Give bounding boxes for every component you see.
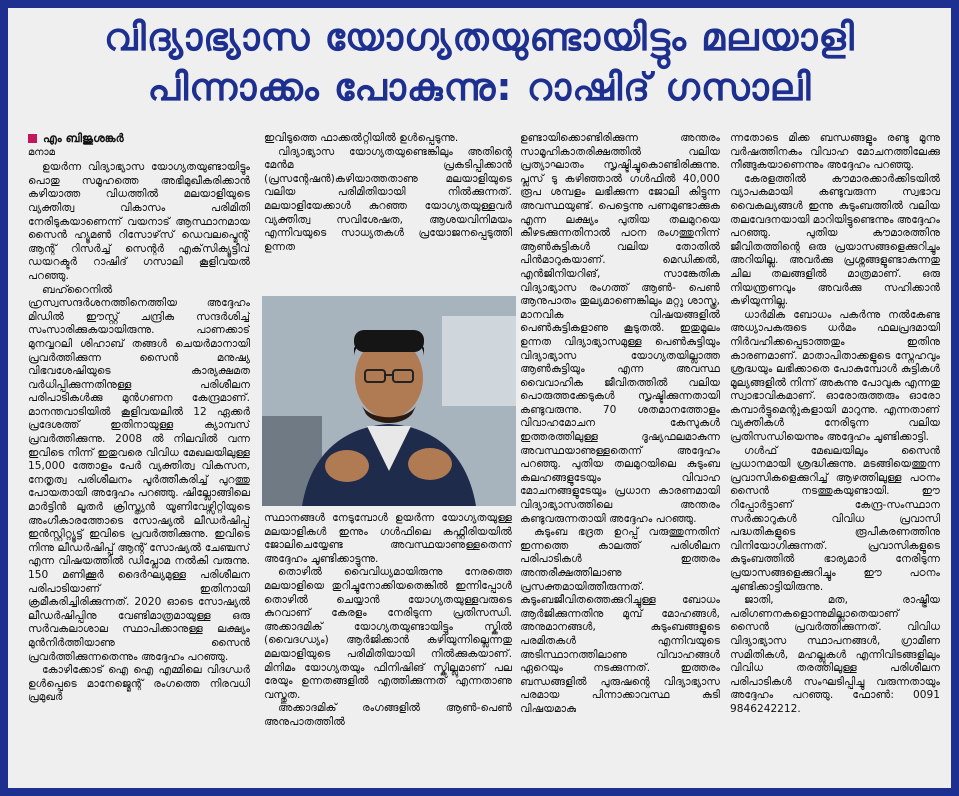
paragraph: ബഹ്റൈനിൽ ഹ്രസ്വസന്ദർശനത്തിനെത്തിയ അദ്ദേഹം മിഡിൽ ഈസ്റ്റ് ചന്ദ്രിക സന്ദർശിച്ച് സംസാരിക്കുകയായിരുന്നു. പാണക്കാട് മുനവ്വറലി ശിഹാബ് തങ്ങൾ ചെയർമാനായി പ്രവർത്തിക്കുന്ന സൈൻ മനുഷ്യ വിഭവശേഷിയുടെ കാര്യക്ഷമത വർധിപ്പിക്കുന്നതിനുള്ള പരിശീലന പരിപാടികൾക്കു മുൻഗണന കേന്ദ്രമാണ്. മാനന്തവാടിയിൽ കൂളിവയലിൽ 12 ഏക്കർ പ്രദേശത്ത് ഇതിനായുള്ള ക്യാമ്പസ് പ്രവർത്തിക്കുന്നു. 2008 ൽ നിലവിൽ വന്ന ഇവിടെ നിന്ന് ഇതുവരെ വിവിധ മേഖലയിലുള്ള 15,000 ത്തോളം പേർ വ്യക്തിത്വ വികസന, നേതൃത്വ പരിശീലനം പൂർത്തീകരിച്ച് പുറത്തു പോയതായി അദ്ദേഹം പറഞ്ഞു. ഷില്ലോങ്ങിലെ മാർട്ടിൻ ലൂതർ ക്രിസ്ത്യൻ യൂണിവേഴ്സിറ്റിയുടെ അംഗീകാരത്തോടെ സോഷ്യൽ ലീഡർഷിപ്പ് ഇൻസ്റ്റിറ്റ്യൂട്ട് ഇവിടെ പ്രവർത്തിക്കുന്നു. ഇവിടെ നിന്നു ലീഡർഷിപ്പ് ആന്റ് സോഷ്യൽ ചേഞ്ചസ് എന്ന വിഷയത്തിൽ ഡിപ്ലോമ നൽകി വരുന്നു. 150 മണിക്കൂർ ദൈർഘ്യമുള്ള പരിശീലന പരിപാടിയാണ് ഇതിനായി ക്രമീകരിച്ചിരിക്കുന്നത്. 2020 ഓടെ സോഷ്യൽ ലീഡർഷിപ്പിനു വേണ്ടിമാത്രമായുള്ള ഒരു സർവകലാശാല സ്ഥാപിക്കാനുള്ള ലക്ഷ്യം മുൻനിർത്തിയാണു സൈൻ പ്രവർത്തിക്കുന്നതെന്നും അദ്ദേഹം പറഞ്ഞു. bbox=[28, 283, 250, 663]
headline-line-1: വിദ്യാഭ്യാസ യോഗ്യതയുണ്ടായിട്ടും മലയാളി bbox=[104, 15, 855, 59]
paragraph: വിദ്യാഭ്യാസ യോഗ്യതയുണ്ടെങ്കിലും അതിന്റെ മേൻമ പ്രകടിപ്പിക്കാൻ (പ്രസന്റേഷൻ)കഴിയാത്തതാണു മലയാളിയുടെ വലിയ പരിമിതിയായി നിൽക്കുന്നത്. മലയാളിയേക്കാൾ കുറഞ്ഞ യോഗ്യതയുള്ളവർ വ്യക്തിത്വ സവിശേഷത, ആശയവിനിമയം എന്നിവയുടെ സാധ്യതകൾ പ്രയോജനപ്പെടുത്തി ഉന്നത bbox=[264, 145, 512, 253]
paragraph: ന്നതോടെ മിക്ക ബന്ധങ്ങളും രണ്ടു മൂന്നു വർഷത്തിനകം വിവാഹ മോചനത്തിലേക്കു നീങ്ങുകയാണെന്നും അദ്ദേഹം പറഞ്ഞു. bbox=[730, 132, 940, 172]
byline bbox=[28, 132, 250, 146]
paragraph: ഉയർന്ന വിദ്യാഭ്യാസ യോഗ്യതയുണ്ടായിട്ടും പൊതു സമൂഹത്തെ അഭിമുഖീകരിക്കാൻ കഴിയാത്ത വിധത്തിൽ മലയാളിയുടെ വ്യക്തിത്വ വികാസം പരിമിതി നേരിടുകയാണെന്ന് വയനാട് ആസ്ഥാനമായ സൈൻ ഹ്യൂമൺ റിസോഴ്‌സ് ഡെവലപ്മെന്റ് ആന്റ് റിസർച്ച് സെന്റർ എക്‌സിക്യൂട്ടീവ് ഡയറക്ടർ റാഷിദ് ഗസാലി കൂളിവയൽ പറഞ്ഞു. bbox=[28, 161, 250, 282]
article-column-2-top bbox=[264, 132, 512, 292]
paragraph: അക്കാദമിക് രംഗങ്ങളിൽ ആൺ-പെൺ അനുപാതത്തിൽ bbox=[264, 702, 512, 728]
newspaper-clipping bbox=[8, 8, 951, 788]
paragraph: കേരളത്തിൽ കൗമാരക്കാർക്കിടയിൽ വ്യാപകമായി കണ്ടുവരുന്ന സ്വഭാവ വൈകല്യങ്ങൾ ഇന്നു കുടുംബത്തിൽ വലിയ തലവേദനയായി മാറിയിട്ടുണ്ടെന്നും അദ്ദേഹം പറഞ്ഞു. പുതിയ കൗമാരത്തിനു ജീവിതത്തിന്റെ ഒരു പ്രയാസങ്ങളെക്കുറിച്ചും അറിയില്ല. അവർക്കു പ്രശ്നങ്ങളുണ്ടാകുന്നതു ചില തലങ്ങളിൽ മാത്രമാണ്. ഒരു നിയന്ത്രണവും അവർക്കു സഹിക്കാൻ കഴിയുന്നില്ല. bbox=[730, 172, 940, 308]
paragraph: ജാതി, മത, രാഷ്ട്രീയ പരിഗണനകളൊന്നുമില്ലാതെയാണ് സൈൻ പ്രവർത്തിക്കുന്നത്. വിവിധ വിദ്യാഭ്യാസ സ്ഥാപനങ്ങൾ, ഗ്രാമീണ സമിതികൾ, മഹല്ലുകൾ എന്നിവിടങ്ങളിലും വിവിധ തരത്തിലുള്ള പരിശീലന പരിപാടികൾ സംഘടിപ്പിച്ചു വരുന്നതായും അദ്ദേഹം പറഞ്ഞു. ഫോൺ: 0091 9846242212. bbox=[730, 594, 940, 715]
portrait-photo-icon bbox=[262, 296, 516, 506]
headline bbox=[8, 12, 951, 112]
portrait-photo bbox=[262, 296, 516, 506]
paragraph: ധാർമിക ബോധം പകർന്നു നൽകേണ്ട അധ്യാപകരുടെ ധർമം ഫലപ്രദമായി നിർവഹിക്കപ്പെടാത്തതും ഇതിനു കാരണമാണ്. മാതാപിതാക്കളുടെ സ്നേഹവും ശ്രദ്ധയും ലഭിക്കാതെ പോകുമ്പോൾ കുട്ടികൾ മൂല്യങ്ങളിൽ നിന്ന് അകന്നു പോവുക എന്നതു സ്വാഭാവികമാണ്. ഓരോരുത്തരും ഓരോ കമ്പാർട്ടുമെന്റുകളായി മാറുന്നു. എന്നതാണ് വ്യക്തികൾ നേരിടുന്ന വലിയ പ്രതിസന്ധിയെന്നും അദ്ദേഹം ചൂണ്ടിക്കാട്ടി. bbox=[730, 308, 940, 444]
article-column-2-bottom bbox=[264, 512, 512, 782]
article-column-1 bbox=[28, 132, 250, 782]
dateline-place: മനാമ bbox=[28, 146, 55, 158]
byline-author: എം ബിജുശങ്കർ bbox=[43, 132, 124, 145]
byline-marker-icon bbox=[28, 134, 37, 143]
paragraph: കോഴിക്കോട് ഐ ഐ എമ്മിലെ വിദഗ്ധർ ഉൾപ്പെടെ മാനേജ്മെന്റ് രംഗത്തെ നിരവധി പ്രമുഖർ bbox=[28, 664, 250, 704]
paragraph: സ്ഥാനങ്ങൾ നേടുമ്പോൾ ഉയർന്ന യോഗ്യതയുള്ള മലയാളികൾ ഇന്നും ഗൾഫിലെ കഫ്റ്റീരിയയിൽ ജോലിചെയ്യേണ്ട അവസ്ഥയാണുള്ളതെന്ന് അദ്ദേഹം ചൂണ്ടിക്കാട്ടുന്നു. bbox=[264, 512, 512, 565]
headline-line-2: പിന്നാക്കം പോകുന്നു: റാഷിദ് ഗസാലി bbox=[147, 65, 812, 109]
paragraph: ഉണ്ടായിക്കൊണ്ടിരിക്കുന്ന അന്തരം സാമൂഹികാതരിക്ഷത്തിൽ വലിയ പ്രത്യാഘാതം സൃഷ്ടിച്ചുകൊണ്ടിരിക്കുന്നു. പ്ലസ് ടു കഴിഞ്ഞാൽ ഗൾഫിൽ 40,000 രൂപ ശമ്പളം ലഭിക്കുന്ന ജോലി കിട്ടുന്ന അവസ്ഥയുണ്ട്. പെട്ടെന്നു പണമുണ്ടാക്കുക എന്ന ലക്ഷ്യം പുതിയ തലമുറയെ കീഴടക്കുന്നതിനാൽ പഠന രംഗത്തുനിന്ന് ആൺകുട്ടികൾ വലിയ തോതിൽ പിൻമാറുകയാണ്. മെഡിക്കൽ, എൻജിനിയറിങ്, സാങ്കേതിക വിദ്യാഭ്യാസ രംഗത്ത് ആൺ- പെൺ ആനുപാതം തുല്യമാണെങ്കിലും മറ്റു ശാസ്ത്ര, മാനവിക വിഷയങ്ങളിൽ പെൺകുട്ടികളാണു കൂടുതൽ. ഇതുമൂലം ഉന്നത വിദ്യാഭ്യാസമുള്ള പെൺകുട്ടിയും വിദ്യാഭ്യാസ യോഗ്യതയില്ലാത്ത ആൺകുട്ടിയും എന്ന അവസ്ഥ വൈവാഹിക ജീവിതത്തിൽ വലിയ പൊരുത്തക്കേടുകൾ സൃഷ്ടിക്കുന്നതായി കണ്ടുവരുന്നു. 70 ശതമാനത്തോളം വിവാഹമോചന കേസുകൾ ഇത്തരത്തിലുള്ള ദൂഷ്യഫലമാകുന്ന അവസ്ഥയാണുള്ളതെന്ന് അദ്ദേഹം പറഞ്ഞു. പുതിയ തലമുറയിലെ കുടുംബ കലഹങ്ങളുടേയും വിവാഹ മോചനങ്ങളുടേയും പ്രധാന കാരണമായി വിദ്യാഭ്യാസത്തിലെ അന്തരം കണ്ടുവരുന്നതായി അദ്ദേഹം പറഞ്ഞു. bbox=[520, 132, 720, 525]
paragraph: ഗൾഫ് മേഖലയിലും സൈൻ പ്രധാനമായി ശ്രദ്ധിക്കുന്നു. മടങ്ങിയെത്തുന്ന പ്രവാസികളെക്കുറിച്ച് ആഴത്തിലുള്ള പഠനം സൈൻ നടത്തുകയുണ്ടായി. ഈ റിപ്പോർട്ടാണ് കേന്ദ്ര-സംസ്ഥാന സർക്കാറുകൾ വിവിധ പ്രവാസി പദ്ധതികളുടെ രൂപീകരണത്തിനു വിനിയോഗിക്കുന്നത്. പ്രവാസികളുടെ കുടുംബത്തിൽ ഭാര്യമാർ നേരിടുന്ന പ്രയാസങ്ങളെക്കുറിച്ചും ഈ പഠനം ചൂണ്ടിക്കാട്ടിയിരുന്നു. bbox=[730, 444, 940, 593]
article-column-4 bbox=[730, 132, 940, 782]
paragraph: കുടുംബ ഭദ്രത ഉറപ്പ് വരുത്തുന്നതിന് ഇന്നത്തെ കാലത്ത് പരിശീലന പരിപാടികൾ ഇത്തരം അന്തരീക്ഷത്തിലാണു പ്രസക്തമായിത്തീരുന്നത്. കുടുംബജീവിതത്തെക്കുറിച്ചുള്ള ബോധം ആർജിക്കുന്നതിനു മുമ്പ് മോഹങ്ങൾ, അനുമാനങ്ങൾ, കുടുംബങ്ങളുടെ പരമിതകൾ എന്നിവയുടെ അടിസ്ഥാനത്തിലാണു വിവാഹങ്ങൾ ഏറെയും നടക്കുന്നത്. ഇത്തരം ബന്ധങ്ങളിൽ പുരുഷന്റെ വിദ്യാഭ്യാസ പരമായ പിന്നാക്കാവസ്ഥ കുടി വിഷയമാകു bbox=[520, 526, 720, 715]
paragraph: ഇവിടുത്തെ ഫാക്കൽറ്റിയിൽ ഉൾപ്പെടുന്നു. bbox=[264, 132, 459, 144]
article-column-3 bbox=[520, 132, 720, 782]
paragraph: തൊഴിൽ വൈവിധ്യമായിരുന്നു നേരത്തെ മലയാളിയെ തുറിച്ചുനോക്കിയതെങ്കിൽ ഇന്നിപ്പോൾ തൊഴിൽ ചെയ്യാൻ യോഗ്യതയുള്ളവരുടെ കുറവാണ് കേരളം നേരിടുന്ന പ്രതിസന്ധി. അക്കാദമിക് യോഗ്യതയുണ്ടായിട്ടും സ്കിൽ (വൈദഗ്ധ്യം) ആർജിക്കാൻ കഴിയുന്നില്ലെന്നതു മലയാളിയുടെ പരിമിതിയായി നിൽക്കുകയാണ്. മിനിമം യോഗ്യതയും ഫിനിഷിങ് സ്കില്ലുമാണ് പല രേയും ഉന്നതങ്ങളിൽ എത്തിക്കുന്നത് എന്നതാണു വസ്തുത. bbox=[264, 566, 512, 701]
